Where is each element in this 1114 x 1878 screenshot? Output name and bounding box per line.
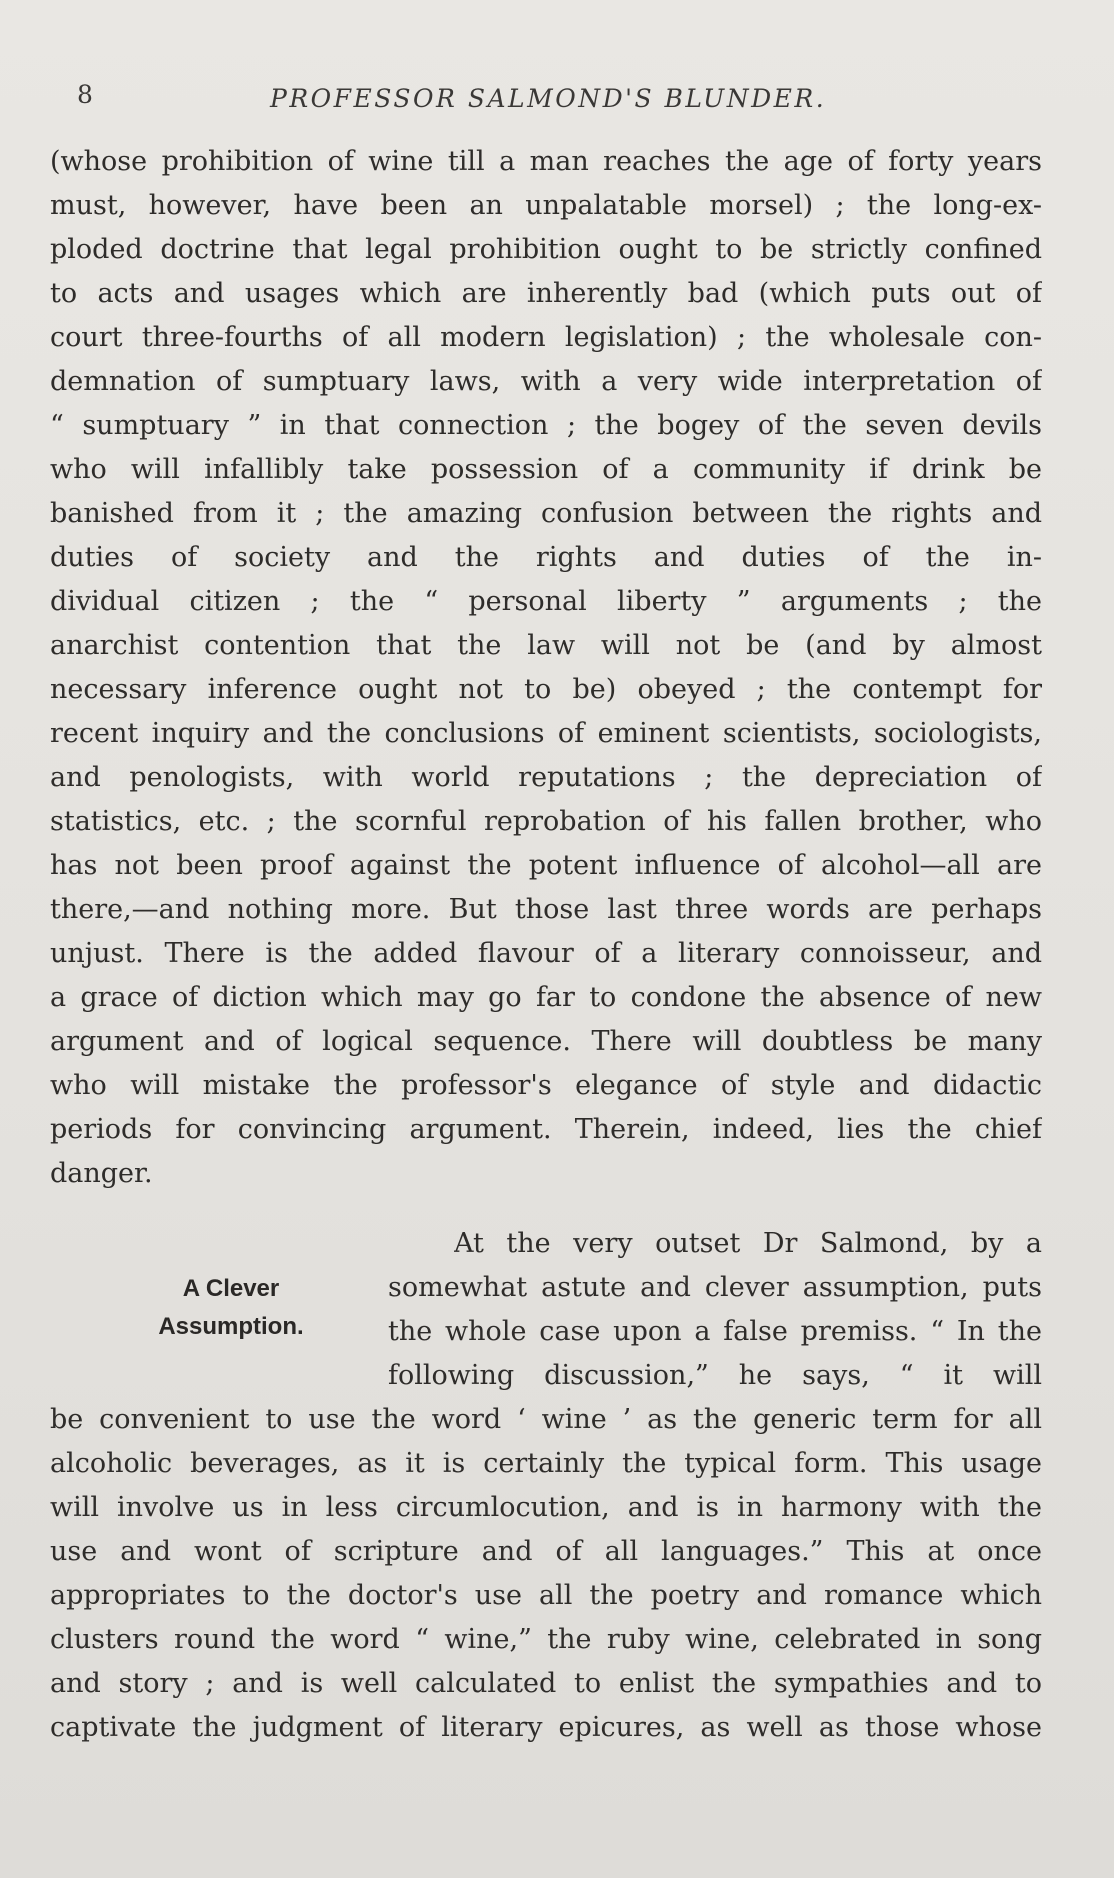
sidenote-title: A Clever <box>182 1275 280 1302</box>
paragraph-line: dividual citizen ; the “ personal liberty ” arguments ; the <box>50 586 1042 617</box>
paragraph-line: a grace of diction which may go far to condone the absence of new <box>50 982 1042 1013</box>
paragraph-line: alcoholic beverages, as it is certainly the typical form. This usage <box>50 1448 1042 1479</box>
page-number: 8 <box>77 80 93 109</box>
paragraph-line: At the very outset Dr Salmond, by a <box>454 1228 1042 1259</box>
paragraph-line: (whose prohibition of wine till a man reaches the age of forty years <box>50 146 1042 177</box>
paragraph-line: danger. <box>50 1158 153 1189</box>
running-title: PROFESSOR SALMOND'S BLUNDER. <box>270 84 827 113</box>
paragraph-line: somewhat astute and clever assumption, puts <box>388 1272 1042 1303</box>
paragraph-line: clusters round the word “ wine,” the ruby wine, celebrated in song <box>50 1624 1042 1655</box>
paragraph-line: unjust. There is the added flavour of a literary connoisseur, and <box>50 938 1042 969</box>
paragraph-line: ploded doctrine that legal prohibition ought to be strictly confined <box>50 234 1042 265</box>
sidenote-title: Assumption. <box>158 1313 304 1340</box>
paragraph-line: and penologists, with world reputations ; the depreciation of <box>50 762 1042 793</box>
paragraph-line: statistics, etc. ; the scornful reprobation of his fallen brother, who <box>50 806 1042 837</box>
paragraph-line: recent inquiry and the conclusions of eminent scientists, sociologists, <box>50 718 1042 749</box>
paragraph-line: be convenient to use the word ‘ wine ’ as the generic term for all <box>50 1404 1042 1435</box>
paragraph-line: who will mistake the professor's elegance of style and didactic <box>50 1070 1042 1101</box>
paragraph-line: appropriates to the doctor's use all the poetry and romance which <box>50 1580 1042 1611</box>
paragraph-line: periods for convincing argument. Therein, indeed, lies the chief <box>50 1114 1042 1145</box>
paragraph-line: who will infallibly take possession of a community if drink be <box>50 454 1042 485</box>
paragraph-line: to acts and usages which are inherently bad (which puts out of <box>50 278 1042 309</box>
paragraph-line: use and wont of scripture and of all languages.” This at once <box>50 1536 1042 1567</box>
paragraph-line: demnation of sumptuary laws, with a very wide interpretation of <box>50 366 1042 397</box>
paragraph-line: has not been proof against the potent influence of alcohol—all are <box>50 850 1042 881</box>
paragraph-line: must, however, have been an unpalatable morsel) ; the long-ex- <box>50 190 1042 221</box>
paragraph-line: there,—and nothing more. But those last three words are perhaps <box>50 894 1042 925</box>
paragraph-line: court three-fourths of all modern legislation) ; the wholesale con- <box>50 322 1042 353</box>
paragraph-line: captivate the judgment of literary epicures, as well as those whose <box>50 1712 1042 1743</box>
paragraph-line: the whole case upon a false premiss. “ In the <box>388 1316 1042 1347</box>
paragraph-line: duties of society and the rights and duties of the in- <box>50 542 1042 573</box>
paragraph-line: necessary inference ought not to be) obeyed ; the contempt for <box>50 674 1042 705</box>
paragraph-line: following discussion,” he says, “ it will <box>388 1360 1042 1391</box>
paragraph-line: and story ; and is well calculated to enlist the sympathies and to <box>50 1668 1042 1699</box>
paragraph-line: argument and of logical sequence. There will doubtless be many <box>50 1026 1042 1057</box>
paragraph-line: “ sumptuary ” in that connection ; the bogey of the seven devils <box>50 410 1042 441</box>
paragraph-line: banished from it ; the amazing confusion between the rights and <box>50 498 1042 529</box>
paragraph-line: will involve us in less circumlocution, and is in harmony with the <box>50 1492 1042 1523</box>
paragraph-line: anarchist contention that the law will not be (and by almost <box>50 630 1042 661</box>
